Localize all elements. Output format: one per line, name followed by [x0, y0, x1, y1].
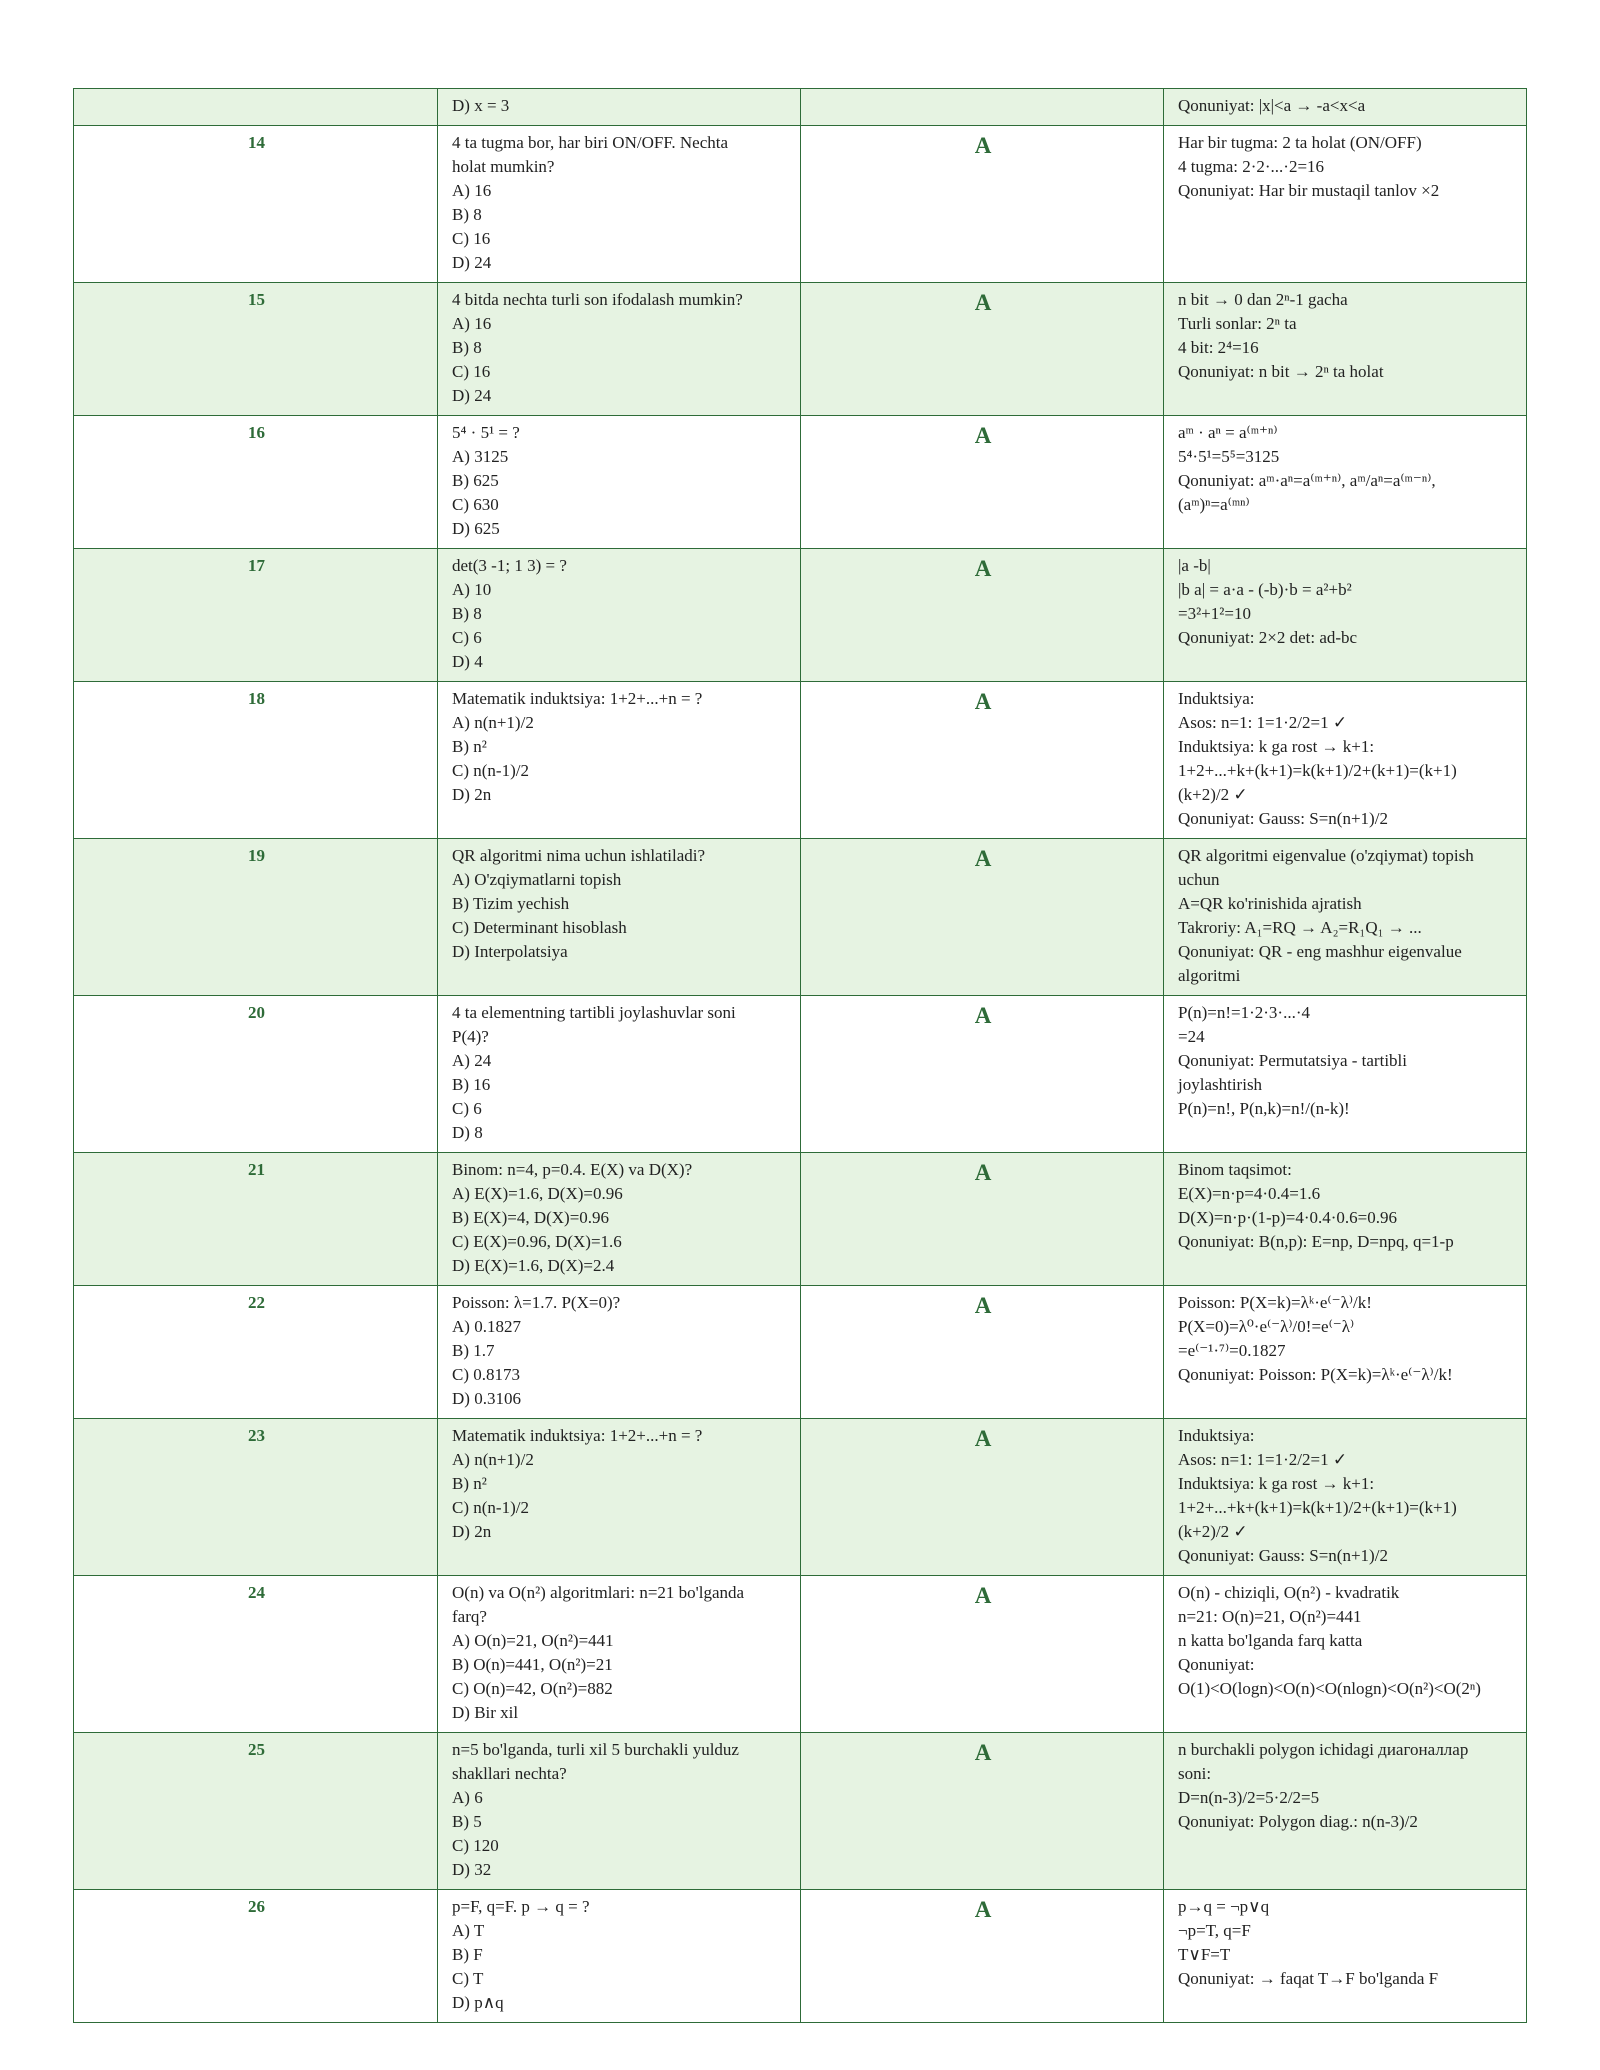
explanation-line: Qonuniyat: |x|<a → -a<x<a: [1178, 96, 1366, 115]
questions-table: [73, 88, 1527, 2023]
answer-cell: A: [801, 126, 1164, 283]
answer-cell: A: [801, 549, 1164, 682]
explanation-line: Asos: n=1: 1=1·2/2=1 ✓: [1178, 713, 1348, 732]
question-text: 4 bitda nechta turli son ifodalash mumkin?: [452, 290, 743, 309]
question-line: D) 625: [452, 519, 500, 538]
question-line: B) 8: [452, 604, 482, 623]
explanation-cell: [1164, 126, 1527, 283]
question-line: D) 8: [452, 1123, 483, 1142]
question-text: det(3 -1; 1 3) = ?: [452, 556, 567, 575]
question-line: A) E(X)=1.6, D(X)=0.96: [452, 1184, 623, 1203]
explanation-line: (k+2)/2 ✓: [1178, 1522, 1248, 1541]
question-line: B) O(n)=441, O(n²)=21: [452, 1655, 613, 1674]
question-line: C) 6: [452, 1099, 482, 1118]
answer-cell: A: [801, 283, 1164, 416]
question-line: shakllari nechta?: [452, 1764, 567, 1783]
question-line: B) Tizim yechish: [452, 894, 570, 913]
explanation-line: p→q = ¬p∨q: [1178, 1897, 1270, 1916]
explanation-line: Qonuniyat: Gauss: S=n(n+1)/2: [1178, 1546, 1388, 1565]
explanation-cell: [1164, 839, 1527, 996]
question-cell: [438, 416, 801, 549]
question-line: A) n(n+1)/2: [452, 713, 534, 732]
explanation-line: 1+2+...+k+(k+1)=k(k+1)/2+(k+1)=(k+1): [1178, 1498, 1457, 1517]
question-line: C) T: [452, 1969, 484, 1988]
answer-cell: A: [801, 1733, 1164, 1890]
explanation-line: P(n)=n!=1·2·3·...·4: [1178, 1003, 1311, 1022]
question-text: 4 ta tugma bor, har biri ON/OFF. Nechta: [452, 133, 729, 152]
explanation-line: Qonuniyat: Polygon diag.: n(n-3)/2: [1178, 1812, 1418, 1831]
question-line: C) 120: [452, 1836, 499, 1855]
question-line: B) 5: [452, 1812, 482, 1831]
explanation-cell: [1164, 682, 1527, 839]
explanation-line: P(X=0)=λ⁰·e⁽⁻λ⁾/0!=e⁽⁻λ⁾: [1178, 1317, 1355, 1336]
question-line: D) 2n: [452, 1522, 492, 1541]
question-line: A) n(n+1)/2: [452, 1450, 534, 1469]
question-cell: [438, 126, 801, 283]
question-number: 25: [74, 1733, 438, 1890]
question-text: O(n) va O(n²) algoritmlari: n=21 bo'lganda: [452, 1583, 745, 1602]
answer-cell: A: [801, 416, 1164, 549]
explanation-cell: [1164, 416, 1527, 549]
question-text: D) x = 3: [452, 96, 510, 115]
question-line: C) 16: [452, 229, 491, 248]
table-row: [74, 1576, 1527, 1733]
explanation-line: n=21: O(n)=21, O(n²)=441: [1178, 1607, 1362, 1626]
answer-cell: A: [801, 682, 1164, 839]
explanation-line: Qonuniyat: 2×2 det: ad-bc: [1178, 628, 1358, 647]
explanation-line: E(X)=n·p=4·0.4=1.6: [1178, 1184, 1321, 1203]
table-row: [74, 1733, 1527, 1890]
question-line: D) Interpolatsiya: [452, 942, 568, 961]
question-line: B) 1.7: [452, 1341, 495, 1360]
explanation-line: Induktsiya: k ga rost → k+1:: [1178, 737, 1375, 756]
explanation-line: joylashtirish: [1178, 1075, 1263, 1094]
explanation-line: n bit → 0 dan 2ⁿ-1 gacha: [1178, 290, 1348, 309]
explanation-line: Qonuniyat: Poisson: P(X=k)=λᵏ·e⁽⁻λ⁾/k!: [1178, 1365, 1453, 1384]
question-number: 18: [74, 682, 438, 839]
question-line: D) 24: [452, 253, 492, 272]
explanation-line: 1+2+...+k+(k+1)=k(k+1)/2+(k+1)=(k+1): [1178, 761, 1457, 780]
table-row: [74, 549, 1527, 682]
question-line: B) 8: [452, 338, 482, 357]
question-line: C) n(n-1)/2: [452, 761, 529, 780]
question-cell: [438, 839, 801, 996]
question-line: C) E(X)=0.96, D(X)=1.6: [452, 1232, 622, 1251]
question-text: 5⁴ · 5¹ = ?: [452, 423, 520, 442]
explanation-line: uchun: [1178, 870, 1220, 889]
table-row: [74, 416, 1527, 549]
question-line: A) 0.1827: [452, 1317, 521, 1336]
explanation-line: |a -b|: [1178, 556, 1211, 575]
question-line: D) 4: [452, 652, 483, 671]
question-number: 23: [74, 1419, 438, 1576]
explanation-line: Har bir tugma: 2 ta holat (ON/OFF): [1178, 133, 1422, 152]
explanation-line: Binom taqsimot:: [1178, 1160, 1292, 1179]
question-text: QR algoritmi nima uchun ishlatiladi?: [452, 846, 706, 865]
question-line: A) 24: [452, 1051, 492, 1070]
question-line: D) Bir xil: [452, 1703, 519, 1722]
explanation-line: Asos: n=1: 1=1·2/2=1 ✓: [1178, 1450, 1348, 1469]
question-line: B) 625: [452, 471, 499, 490]
explanation-line: Qonuniyat: Har bir mustaqil tanlov ×2: [1178, 181, 1440, 200]
question-line: B) E(X)=4, D(X)=0.96: [452, 1208, 610, 1227]
answer-cell: A: [801, 1419, 1164, 1576]
explanation-line: aᵐ · aⁿ = a⁽ᵐ⁺ⁿ⁾: [1178, 423, 1278, 442]
question-text: 4 ta elementning tartibli joylashuvlar soni: [452, 1003, 736, 1022]
question-line: A) O(n)=21, O(n²)=441: [452, 1631, 614, 1650]
answer-cell: [801, 89, 1164, 126]
explanation-line: Qonuniyat: B(n,p): E=np, D=npq, q=1-p: [1178, 1232, 1454, 1251]
table-row: [74, 283, 1527, 416]
explanation-line: Qonuniyat:: [1178, 1655, 1255, 1674]
question-text: n=5 bo'lganda, turli xil 5 burchakli yulduz: [452, 1740, 739, 1759]
question-cell: [438, 682, 801, 839]
answer-cell: A: [801, 1153, 1164, 1286]
question-cell: [438, 89, 801, 126]
explanation-cell: [1164, 1733, 1527, 1890]
question-cell: [438, 1419, 801, 1576]
question-line: D) p∧q: [452, 1993, 504, 2012]
question-text: Matematik induktsiya: 1+2+...+n = ?: [452, 689, 703, 708]
answer-cell: A: [801, 1576, 1164, 1733]
question-line: P(4)?: [452, 1027, 489, 1046]
explanation-line: n burchakli polygon ichidagi диагоналлар: [1178, 1740, 1469, 1759]
answer-cell: A: [801, 1286, 1164, 1419]
explanation-line: (aᵐ)ⁿ=a⁽ᵐⁿ⁾: [1178, 495, 1250, 514]
question-cell: [438, 1286, 801, 1419]
explanation-line: =24: [1178, 1027, 1205, 1046]
question-text: Binom: n=4, p=0.4. E(X) va D(X)?: [452, 1160, 693, 1179]
question-line: A) 10: [452, 580, 492, 599]
table-row: [74, 682, 1527, 839]
question-text: Poisson: λ=1.7. P(X=0)?: [452, 1293, 621, 1312]
explanation-line: T∨F=T: [1178, 1945, 1231, 1964]
question-number: 14: [74, 126, 438, 283]
question-cell: [438, 996, 801, 1153]
question-number: 24: [74, 1576, 438, 1733]
explanation-cell: [1164, 1890, 1527, 2023]
table-row: [74, 89, 1527, 126]
questions-table-body: [74, 89, 1527, 2023]
question-number: 20: [74, 996, 438, 1153]
table-row: [74, 1286, 1527, 1419]
explanation-line: D=n(n-3)/2=5·2/2=5: [1178, 1788, 1320, 1807]
answer-cell: A: [801, 839, 1164, 996]
explanation-line: =e⁽⁻¹·⁷⁾=0.1827: [1178, 1341, 1286, 1360]
explanation-line: Turli sonlar: 2ⁿ ta: [1178, 314, 1297, 333]
question-cell: [438, 1153, 801, 1286]
question-number: 19: [74, 839, 438, 996]
explanation-line: Induktsiya:: [1178, 689, 1255, 708]
question-line: D) 0.3106: [452, 1389, 521, 1408]
question-number: 22: [74, 1286, 438, 1419]
question-text: p=F, q=F. p → q = ?: [452, 1897, 590, 1916]
explanation-line: n katta bo'lganda farq katta: [1178, 1631, 1363, 1650]
explanation-line: QR algoritmi eigenvalue (o'zqiymat) topish: [1178, 846, 1474, 865]
explanation-cell: [1164, 1286, 1527, 1419]
explanation-line: 5⁴·5¹=5⁵=3125: [1178, 447, 1280, 466]
question-line: C) 0.8173: [452, 1365, 520, 1384]
question-line: B) 8: [452, 205, 482, 224]
explanation-line: Qonuniyat: → faqat T→F bo'lganda F: [1178, 1969, 1439, 1988]
explanation-line: |b a| = a·a - (-b)·b = a²+b²: [1178, 580, 1352, 599]
explanation-cell: [1164, 1419, 1527, 1576]
explanation-cell: [1164, 283, 1527, 416]
question-line: D) 2n: [452, 785, 492, 804]
question-line: A) O'zqiymatlarni topish: [452, 870, 622, 889]
question-line: B) n²: [452, 1474, 487, 1493]
explanation-line: =3²+1²=10: [1178, 604, 1251, 623]
question-line: A) 16: [452, 314, 492, 333]
explanation-line: Qonuniyat: Permutatsiya - tartibli: [1178, 1051, 1407, 1070]
question-line: D) 24: [452, 386, 492, 405]
table-row: [74, 996, 1527, 1153]
question-number: 15: [74, 283, 438, 416]
question-line: D) E(X)=1.6, D(X)=2.4: [452, 1256, 615, 1275]
question-cell: [438, 1890, 801, 2023]
question-number: 17: [74, 549, 438, 682]
question-line: B) 16: [452, 1075, 491, 1094]
question-line: A) T: [452, 1921, 485, 1940]
question-number: 16: [74, 416, 438, 549]
question-line: D) 32: [452, 1860, 492, 1879]
explanation-cell: [1164, 89, 1527, 126]
question-line: holat mumkin?: [452, 157, 555, 176]
question-line: A) 16: [452, 181, 492, 200]
explanation-cell: [1164, 1153, 1527, 1286]
explanation-line: Qonuniyat: QR - eng mashhur eigenvalue: [1178, 942, 1462, 961]
question-number: 21: [74, 1153, 438, 1286]
question-text: Matematik induktsiya: 1+2+...+n = ?: [452, 1426, 703, 1445]
question-cell: [438, 1576, 801, 1733]
explanation-line: O(1)<O(logn)<O(n)<O(nlogn)<O(n²)<O(2ⁿ): [1178, 1679, 1481, 1698]
explanation-line: Induktsiya: k ga rost → k+1:: [1178, 1474, 1375, 1493]
explanation-line: soni:: [1178, 1764, 1212, 1783]
explanation-cell: [1164, 1576, 1527, 1733]
explanation-line: algoritmi: [1178, 966, 1241, 985]
question-line: C) n(n-1)/2: [452, 1498, 529, 1517]
explanation-line: (k+2)/2 ✓: [1178, 785, 1248, 804]
question-line: A) 3125: [452, 447, 509, 466]
question-cell: [438, 283, 801, 416]
question-number: [74, 89, 438, 126]
explanation-line: ¬p=T, q=F: [1178, 1921, 1251, 1940]
question-line: B) F: [452, 1945, 483, 1964]
question-line: C) 630: [452, 495, 499, 514]
explanation-line: 4 bit: 2⁴=16: [1178, 338, 1259, 357]
explanation-line: Takroriy: A₁=RQ → A₂=R₁Q₁ → ...: [1178, 918, 1422, 937]
explanation-line: Qonuniyat: n bit → 2ⁿ ta holat: [1178, 362, 1384, 381]
explanation-cell: [1164, 996, 1527, 1153]
explanation-line: Qonuniyat: Gauss: S=n(n+1)/2: [1178, 809, 1388, 828]
question-line: B) n²: [452, 737, 487, 756]
question-line: C) Determinant hisoblash: [452, 918, 627, 937]
table-row: [74, 126, 1527, 283]
question-line: A) 6: [452, 1788, 483, 1807]
explanation-line: A=QR ko'rinishida ajratish: [1178, 894, 1362, 913]
explanation-line: O(n) - chiziqli, O(n²) - kvadratik: [1178, 1583, 1400, 1602]
explanation-line: P(n)=n!, P(n,k)=n!/(n-k)!: [1178, 1099, 1350, 1118]
explanation-line: Qonuniyat: aᵐ·aⁿ=a⁽ᵐ⁺ⁿ⁾, aᵐ/aⁿ=a⁽ᵐ⁻ⁿ⁾,: [1178, 471, 1436, 490]
question-number: 26: [74, 1890, 438, 2023]
explanation-line: D(X)=n·p·(1-p)=4·0.4·0.6=0.96: [1178, 1208, 1398, 1227]
question-line: C) 16: [452, 362, 491, 381]
table-row: [74, 839, 1527, 996]
question-line: C) 6: [452, 628, 482, 647]
explanation-cell: [1164, 549, 1527, 682]
table-row: [74, 1890, 1527, 2023]
explanation-line: Induktsiya:: [1178, 1426, 1255, 1445]
table-row: [74, 1419, 1527, 1576]
explanation-line: Poisson: P(X=k)=λᵏ·e⁽⁻λ⁾/k!: [1178, 1293, 1372, 1312]
question-cell: [438, 1733, 801, 1890]
question-line: C) O(n)=42, O(n²)=882: [452, 1679, 613, 1698]
answer-cell: A: [801, 996, 1164, 1153]
table-row: [74, 1153, 1527, 1286]
explanation-line: 4 tugma: 2·2·...·2=16: [1178, 157, 1325, 176]
question-cell: [438, 549, 801, 682]
answer-cell: A: [801, 1890, 1164, 2023]
question-line: farq?: [452, 1607, 487, 1626]
